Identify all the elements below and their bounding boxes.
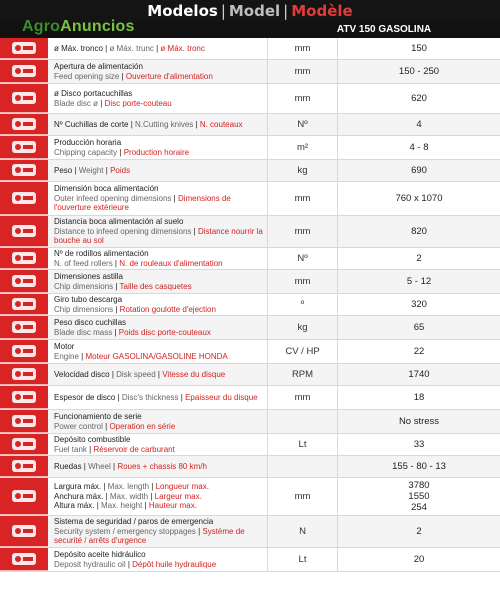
label-en: N.Cutting knives [135, 119, 194, 129]
spec-description [48, 478, 268, 515]
spec-row [0, 182, 500, 216]
chip-size-icon [0, 270, 48, 293]
weight-icon [0, 160, 48, 181]
spec-row [0, 114, 500, 136]
spec-value [338, 516, 500, 547]
value-line: 22 [413, 346, 425, 357]
label-es: Dimensiones astilla [54, 272, 123, 281]
spec-value [338, 248, 500, 269]
label-fr: Moteur GASOLINA/GASOLINE HONDA [85, 351, 228, 361]
title-en: Model [228, 2, 281, 20]
spec-row [0, 294, 500, 316]
description-line: Chip dimensions | Rotation goulotte d'ejection [54, 304, 216, 314]
label-fr: Distance nourrir la bouche au sol [54, 226, 263, 246]
label-en: Chip dimensions [54, 304, 114, 314]
label-es: ø Máx. tronco [54, 43, 103, 53]
description-line: Distance to infeed opening dimensions | Distance nourrir la bouche au sol [54, 226, 263, 246]
value-line: 5 - 12 [406, 276, 432, 287]
label-en: Chipping capacity [54, 147, 118, 157]
title-es: Modelos [147, 2, 218, 20]
spec-description [48, 216, 268, 247]
title-fr: Modèle [291, 2, 353, 20]
label-es: Sistema de seguridad / paros de emergencia [54, 517, 214, 527]
label-es: Apertura de alimentación [54, 62, 143, 71]
description-line: Anchura máx. | Max. width | Largeur max. [54, 491, 202, 501]
label-fr: Rotation goulotte d'ejection [119, 304, 216, 314]
label-en: Chip dimensions [54, 281, 114, 291]
spec-row [0, 60, 500, 84]
spec-row [0, 386, 500, 410]
label-es: Motor [54, 342, 75, 351]
spec-row [0, 136, 500, 160]
chipping-capacity-icon [0, 136, 48, 159]
label-es: Peso [54, 165, 73, 175]
spec-row [0, 548, 500, 572]
value-line: 150 [411, 43, 427, 54]
spec-row [0, 364, 500, 386]
label-en: Security system / emergency stoppages [54, 526, 196, 536]
spec-unit: kg [268, 160, 338, 181]
spec-row [0, 316, 500, 340]
spec-unit: Lt [268, 548, 338, 571]
safety-system-icon [0, 516, 48, 547]
description-line: Fuel tank | Réservoir de carburant [54, 444, 175, 454]
label-fr: Production horaire [123, 147, 190, 157]
label-es: Dimensión boca alimentación [54, 184, 159, 194]
spec-unit: Lt [268, 434, 338, 455]
label-es: Depósito aceite hidráulico [54, 550, 146, 559]
spec-value [338, 316, 500, 339]
value-line: 20 [413, 554, 425, 565]
label-es: ø Disco portacuchillas [54, 89, 133, 98]
description-line: Engine | Moteur GASOLINA/GASOLINE HONDA [54, 351, 228, 361]
spec-description [48, 456, 268, 477]
spec-value [338, 182, 500, 215]
label-fr: Vitesse du disque [162, 369, 226, 379]
label-fr: Ouverture d'alimentation [125, 71, 213, 81]
label-es: Producción horaria [54, 138, 122, 147]
label-fr: Epaisseur du disque [185, 392, 258, 402]
infeed-height-icon [0, 216, 48, 247]
spec-unit: mm [268, 216, 338, 247]
value-line: 820 [411, 226, 427, 237]
spec-unit: º [268, 294, 338, 315]
label-en: Disc's thickness [121, 392, 179, 402]
spec-value [338, 386, 500, 409]
label-fr: Operation en série [109, 421, 176, 431]
title-separator: | [220, 2, 226, 20]
description-line: Chip dimensions | Taille des casquetes [54, 281, 192, 291]
label-fr: Longueur max. [155, 482, 209, 492]
label-fr: Dépôt huile hydraulique [132, 559, 217, 569]
spec-description [48, 410, 268, 433]
engine-icon [0, 340, 48, 363]
label-en: Blade disc ø [54, 98, 99, 108]
description-line: Blade disc mass | Poids disc porte-couteaux [54, 327, 211, 337]
spec-row [0, 160, 500, 182]
spec-row [0, 410, 500, 434]
description-line: N. of feed rollers | N. de rouleaux d'alimentation [54, 258, 223, 268]
label-fr: Poids [110, 165, 131, 175]
description-line: Largura máx. | Max. length | Longueur max. [54, 482, 209, 492]
spec-description [48, 38, 268, 59]
spec-value [338, 60, 500, 83]
value-line: 33 [413, 439, 425, 450]
value-line: 320 [411, 299, 427, 310]
label-fr: Poids disc porte-couteaux [118, 327, 211, 337]
spec-value [338, 114, 500, 135]
description-line: Altura máx. | Max. height | Hauteur max. [54, 501, 197, 511]
spec-unit: mm [268, 478, 338, 515]
label-fr: Réservoir de carburant [93, 444, 175, 454]
label-fr: Roues + chassis 80 km/h [117, 461, 207, 471]
power-control-icon [0, 410, 48, 433]
blade-disc-icon [0, 84, 48, 113]
label-es: Nº Cuchillas de corte [54, 119, 129, 129]
spec-description [48, 136, 268, 159]
trunk-diameter-icon [0, 38, 48, 59]
description-line: Feed opening size | Ouverture d'alimentation [54, 71, 213, 81]
value-line: 1550 [408, 491, 430, 502]
spec-value [338, 340, 500, 363]
label-en: Max. width [109, 491, 149, 501]
spec-value [338, 294, 500, 315]
spec-unit [268, 456, 338, 477]
spec-row [0, 248, 500, 270]
spec-unit: mm [268, 84, 338, 113]
spec-description [48, 270, 268, 293]
spec-row [0, 456, 500, 478]
spec-value [338, 270, 500, 293]
spec-value [338, 410, 500, 433]
spec-description [48, 84, 268, 113]
label-en: Weight [78, 165, 104, 175]
spec-unit: CV / HP [268, 340, 338, 363]
disc-weight-icon [0, 316, 48, 339]
value-line: 1740 [408, 369, 430, 380]
value-line: 690 [411, 165, 427, 176]
label-en: Engine [54, 351, 79, 361]
label-fr: N. de rouleaux d'alimentation [119, 258, 223, 268]
spec-unit: Nº [268, 114, 338, 135]
feed-opening-icon [0, 60, 48, 83]
label-fr: Disc porte-couteau [104, 98, 172, 108]
value-line: 254 [411, 502, 427, 513]
spec-unit: mm [268, 60, 338, 83]
spec-row [0, 340, 500, 364]
value-line: 2 [416, 526, 422, 537]
value-line: 65 [413, 322, 425, 333]
label-en: Feed opening size [54, 71, 120, 81]
label-es: Ruedas [54, 461, 82, 471]
spec-row [0, 84, 500, 114]
label-en: N. of feed rollers [54, 258, 113, 268]
label-es: Depósito combustible [54, 435, 131, 444]
spec-value [338, 478, 500, 515]
oil-tank-icon [0, 548, 48, 571]
spec-row [0, 478, 500, 516]
spec-description [48, 434, 268, 455]
spec-description [48, 364, 268, 385]
spec-description [48, 548, 268, 571]
label-es: Velocidad disco [54, 369, 110, 379]
spec-value [338, 456, 500, 477]
label-es: Largura máx. [54, 482, 102, 492]
disc-thickness-icon [0, 386, 48, 409]
description-line: ø Máx. tronco | ø Máx. trunc | ø Máx. tronc [54, 43, 205, 53]
spec-unit: mm [268, 270, 338, 293]
title-separator: | [283, 2, 289, 20]
spec-description [48, 386, 268, 409]
description-line: Nº Cuchillas de corte | N.Cutting knives | N. couteaux [54, 119, 243, 129]
value-line: 4 [416, 119, 422, 130]
brand-part1: Agro [22, 18, 61, 35]
spec-value [338, 38, 500, 59]
spec-unit: mm [268, 182, 338, 215]
wheels-icon [0, 456, 48, 477]
label-es: Funcionamiento de serie [54, 412, 142, 421]
label-en: Deposit hydraulic oil [54, 559, 126, 569]
disc-speed-icon [0, 364, 48, 385]
spec-unit: kg [268, 316, 338, 339]
label-fr: Dimensions de l'ouverture extérieure [54, 193, 231, 213]
label-en: Fuel tank [54, 444, 87, 454]
value-line: 150 - 250 [398, 66, 440, 77]
brand-watermark [22, 18, 135, 36]
label-en: Power control [54, 421, 103, 431]
description-line: Power control | Operation en série [54, 421, 176, 431]
label-en: Max. length [107, 482, 150, 492]
spec-value [338, 548, 500, 571]
spec-description [48, 340, 268, 363]
fuel-tank-icon [0, 434, 48, 455]
spec-value [338, 136, 500, 159]
spec-value [338, 160, 500, 181]
spec-description [48, 294, 268, 315]
label-fr: ø Máx. tronc [160, 43, 205, 53]
brand-part2: Anuncios [60, 18, 135, 35]
spec-description [48, 516, 268, 547]
label-fr: N. couteaux [199, 119, 243, 129]
cutting-knives-icon [0, 114, 48, 135]
value-line: 4 - 8 [409, 142, 429, 153]
value-line: 3780 [408, 480, 430, 491]
label-en: Disk speed [116, 369, 156, 379]
spec-description [48, 248, 268, 269]
spec-value [338, 434, 500, 455]
spec-unit: Nº [268, 248, 338, 269]
spec-description [48, 160, 268, 181]
description-line: Deposit hydraulic oil | Dépôt huile hydraulique [54, 559, 217, 569]
label-fr: Hauteur max. [148, 501, 197, 511]
spec-unit: N [268, 516, 338, 547]
spec-description [48, 114, 268, 135]
infeed-dimensions-icon [0, 182, 48, 215]
description-line: Espesor de disco | Disc's thickness | Epaisseur du disque [54, 392, 258, 402]
feed-rollers-icon [0, 248, 48, 269]
overall-dimensions-icon [0, 478, 48, 515]
value-line: 760 x 1070 [395, 193, 443, 204]
discharge-tube-icon [0, 294, 48, 315]
label-en: Blade disc mass [54, 327, 113, 337]
label-es: Altura máx. [54, 501, 95, 511]
description-line: Peso | Weight | Poids [54, 165, 131, 175]
spec-description [48, 60, 268, 83]
value-line: 620 [411, 93, 427, 104]
spec-unit: mm [268, 386, 338, 409]
value-line: No stress [398, 416, 440, 427]
description-line: Outer infeed opening dimensions | Dimensions de l'ouverture extérieure [54, 193, 231, 213]
label-es: Peso disco cuchillas [54, 318, 127, 327]
spec-unit [268, 410, 338, 433]
spec-row [0, 216, 500, 248]
value-line: 2 [416, 253, 422, 264]
model-name: ATV 150 GASOLINA [336, 24, 432, 35]
description-line: Velocidad disco | Disk speed | Vitesse du disque [54, 369, 226, 379]
label-es: Espesor de disco [54, 392, 116, 402]
label-en: Outer infeed opening dimensions [54, 193, 172, 203]
description-line: Ruedas | Wheel | Roues + chassis 80 km/h [54, 461, 207, 471]
label-es: Nº de rodillos alimentación [54, 249, 149, 258]
spec-row [0, 38, 500, 60]
spec-row [0, 270, 500, 294]
value-line: 18 [413, 392, 425, 403]
label-en: Max. height [101, 501, 143, 511]
spec-row [0, 516, 500, 548]
spec-unit: mm [268, 38, 338, 59]
spec-description [48, 316, 268, 339]
description-line: Chipping capacity | Production horaire [54, 147, 190, 157]
spec-description [48, 182, 268, 215]
spec-value [338, 216, 500, 247]
spec-unit: RPM [268, 364, 338, 385]
label-en: Distance to infeed opening dimensions [54, 226, 192, 236]
label-en: Wheel [88, 461, 111, 471]
label-es: Giro tubo descarga [54, 295, 123, 304]
label-es: Distancia boca alimentación al suelo [54, 217, 184, 227]
label-fr: Taille des casquetes [119, 281, 192, 291]
label-es: Anchura máx. [54, 491, 104, 501]
description-line: Security system / emergency stoppages | Système de securité / arrêts d'urgence [54, 526, 245, 546]
label-fr: Système de securité / arrêts d'urgence [54, 526, 245, 546]
value-line: 155 - 80 - 13 [392, 461, 446, 472]
label-fr: Largeur max. [154, 491, 202, 501]
label-en: ø Máx. trunc [109, 43, 154, 53]
spec-value [338, 84, 500, 113]
spec-row [0, 434, 500, 456]
description-line: Blade disc ø | Disc porte-couteau [54, 98, 172, 108]
spec-unit: m² [268, 136, 338, 159]
spec-value [338, 364, 500, 385]
